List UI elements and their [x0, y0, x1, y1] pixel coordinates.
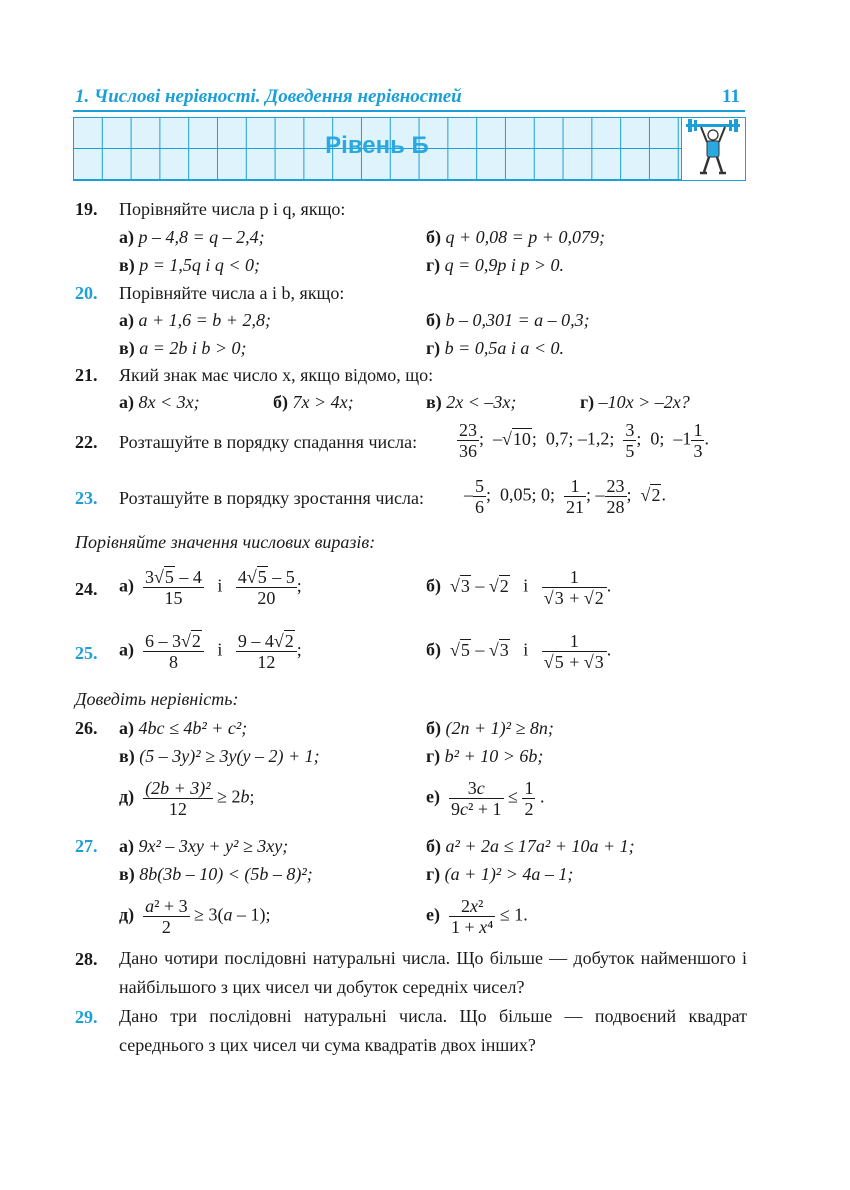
problem-text: Дано три послідовні натуральні числа. Що більше — подвоєний квадрат середнього з цих чисел чи сума квадратів двох інших?	[119, 1006, 747, 1055]
page-number: 11	[722, 86, 740, 107]
problem-item: 8x < 3x;	[138, 392, 200, 412]
problem-number: 29.	[75, 1007, 98, 1027]
problem-number: 23.	[75, 488, 98, 508]
section-heading: Порівняйте значення числових виразів:	[75, 532, 376, 552]
problem-number: 26.	[75, 718, 98, 738]
item-label: б)	[426, 310, 441, 330]
problem-item: b – 0,301 = a – 0,3;	[445, 310, 590, 330]
item-label: а)	[119, 227, 134, 247]
item-label: б)	[426, 718, 441, 738]
item-label: а)	[119, 718, 134, 738]
problem-item: 4bc ≤ 4b² + c²;	[138, 718, 248, 738]
math-expression: а) $\frac{6 - 3√2}{8}$ і $\frac{9 - 4√2}{12}$ ;	[119, 631, 302, 672]
problem-item: (a + 1)² > 4a – 1;	[444, 864, 574, 884]
problem-number: 22.	[75, 432, 98, 452]
item-label: г)	[426, 864, 441, 884]
item-label: б)	[426, 836, 441, 856]
problem-number: 25.	[75, 643, 98, 663]
item-label: в)	[426, 392, 442, 412]
problem-item: b² + 10 > 6b;	[444, 746, 544, 766]
item-label: а)	[119, 310, 134, 330]
problem-number: 28.	[75, 949, 98, 969]
problem-item: p – 4,8 = q – 2,4;	[138, 227, 265, 247]
problem-item: 8b(3b – 10) < (5b – 8)²;	[139, 864, 313, 884]
section-heading: Доведіть нерівність:	[75, 689, 239, 709]
level-title: Рівень Б	[325, 132, 429, 159]
problem-item: a² + 2a ≤ 17a² + 10a + 1;	[445, 836, 635, 856]
math-expression: а) $\frac{3√5 - 4}{15}$ і $\frac{4√5 - 5}{20}$ ;	[119, 567, 302, 608]
item-label: в)	[119, 864, 135, 884]
item-label: г)	[426, 338, 441, 358]
math-expression: б) √3 – √2 і $\frac{1}{√3 + √2}$ .	[426, 567, 612, 608]
problem-item: q + 0,08 = p + 0,079;	[445, 227, 605, 247]
problem-item: 2x < –3x;	[446, 392, 517, 412]
weightlifter-icon	[681, 118, 745, 180]
problem-item: a = 2b і b > 0;	[139, 338, 247, 358]
problem-number: 24.	[75, 579, 98, 599]
problem-text: Який знак має число x, якщо відомо, що:	[119, 365, 434, 385]
item-label: б)	[426, 227, 441, 247]
problem-item: 9x² – 3xy + y² ≥ 3xy;	[138, 836, 289, 856]
problem-text: Порівняйте числа p і q, якщо:	[119, 199, 346, 219]
problem-text: Дано чотири послідовні натуральні числа. Що більше — добуток найменшого і найбільшого з цих чисел чи добуток середніх чисел?	[119, 948, 747, 997]
item-label: в)	[119, 255, 135, 275]
item-label: г)	[426, 255, 441, 275]
problem-item: p = 1,5q і q < 0;	[139, 255, 261, 275]
item-label: а)	[119, 392, 134, 412]
item-label: в)	[119, 746, 135, 766]
item-label: г)	[426, 746, 441, 766]
item-label: в)	[119, 338, 135, 358]
item-label: а)	[119, 836, 134, 856]
math-expression: е) $\frac{\text{2x²}}{\text{1 + x⁴}}$ ≤ 1.	[426, 896, 528, 937]
math-expression: д) $\frac{\text{(2b + 3)²}}{12}$ ≥ 2b;	[119, 778, 255, 819]
header-rule	[73, 110, 745, 112]
item-label: б)	[273, 392, 288, 412]
problem-text: Порівняйте числа a і b, якщо:	[119, 283, 345, 303]
problem-number: 21.	[75, 365, 98, 385]
problem-number: 27.	[75, 836, 98, 856]
problem-text: Розташуйте в порядку спадання числа:	[119, 432, 418, 452]
problem-item: (5 – 3y)² ≥ 3y(y – 2) + 1;	[139, 746, 320, 766]
problem-item: –10x > –2x?	[598, 392, 690, 412]
math-expression: б) √5 – √3 і $\frac{1}{√5 + √3}$ .	[426, 631, 612, 672]
number-list: – $\frac{5}{6}$ ; 0,05; 0; $\frac{1}{21}$ ; – $\frac{23}{28}$ ; √2.	[464, 476, 666, 517]
problem-item: b = 0,5a і a < 0.	[444, 338, 564, 358]
problem-number: 19.	[75, 199, 98, 219]
problem-text: Розташуйте в порядку зростання числа:	[119, 488, 424, 508]
problem-item: (2n + 1)² ≥ 8n;	[445, 718, 554, 738]
problem-item: a + 1,6 = b + 2,8;	[138, 310, 271, 330]
math-expression: е) $\frac{3c}{\text{9c² + 1}}$ ≤ $\frac{1}{2}$ .	[426, 778, 545, 819]
problem-item: q = 0,9p і p > 0.	[444, 255, 564, 275]
number-list: $\frac{23}{36}$ ; –√10; 0,7; –1,2; $\frac{3}{5}$ ; 0; –1 $\frac{1}{3}$ .	[459, 420, 709, 461]
problem-item: 7x > 4x;	[292, 392, 354, 412]
math-expression: д) $\frac{\text{a² + 3}}{2}$ ≥ 3(a – 1);	[119, 896, 271, 937]
chapter-title: 1. Числові нерівності. Доведення нерівностей	[75, 86, 462, 107]
problem-number: 20.	[75, 283, 98, 303]
item-label: г)	[580, 392, 595, 412]
